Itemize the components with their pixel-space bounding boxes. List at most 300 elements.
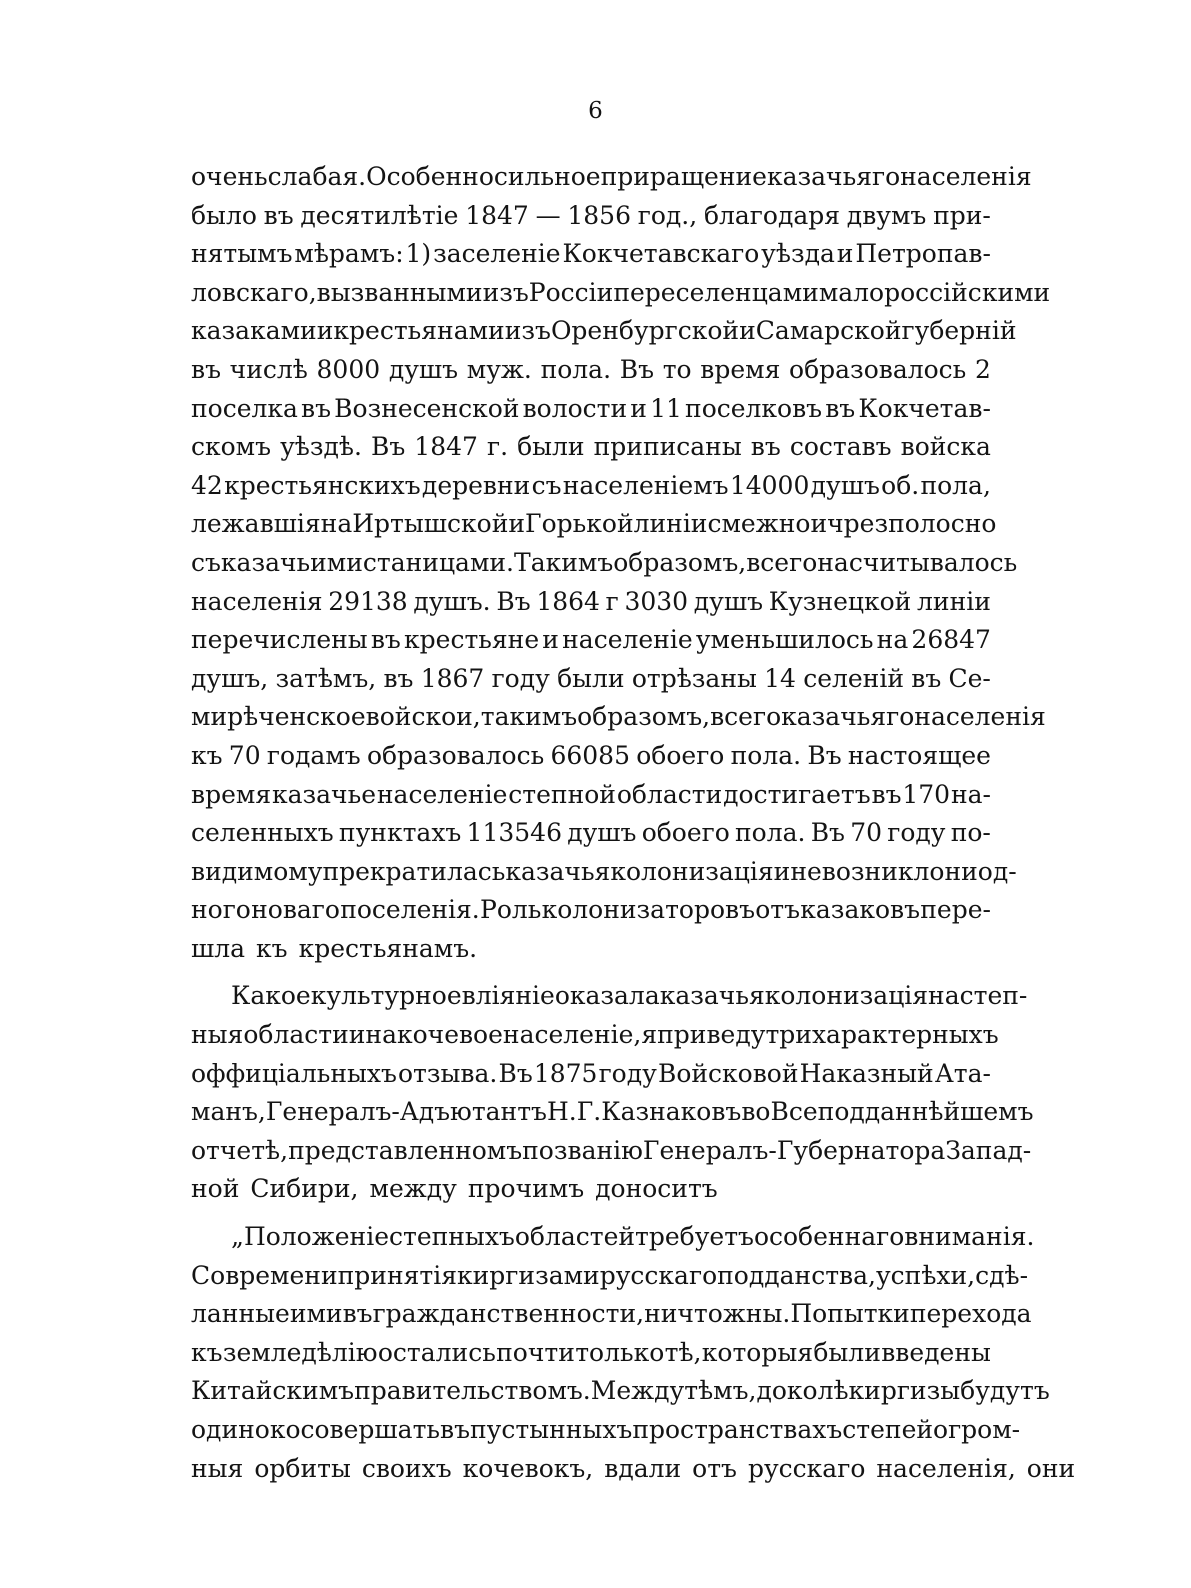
word: насчитывалось [817, 547, 1018, 577]
word: Въ [498, 1058, 533, 1088]
word: смежно [707, 509, 811, 539]
text-line [191, 274, 1051, 313]
word: образовалось [366, 740, 545, 770]
word: степной [508, 779, 616, 809]
word: характерныхъ [811, 1020, 999, 1050]
text-line [191, 660, 991, 699]
word: въ [825, 393, 856, 423]
word: душъ [810, 470, 880, 500]
word: Такимъ [514, 547, 614, 577]
word: представленномъ [288, 1135, 523, 1165]
word: скомъ [191, 432, 272, 462]
word: Ата- [934, 1058, 991, 1088]
word: были [557, 663, 625, 693]
word: Въ [810, 818, 845, 848]
word: Оренбургской [550, 316, 740, 346]
text-line [191, 505, 997, 544]
word: въ [301, 393, 332, 423]
word: Россіи [528, 277, 614, 307]
word: од- [977, 856, 1017, 886]
word: Петропав- [855, 239, 991, 269]
word: населенія [900, 162, 1032, 191]
word: почти [496, 1337, 575, 1367]
word: 29138 [328, 586, 408, 616]
word: волости [522, 393, 628, 423]
word: ланные [191, 1299, 290, 1329]
text-line [191, 1257, 1029, 1296]
word: году [491, 663, 550, 693]
word: населенія [914, 702, 1046, 732]
word: поселка [191, 393, 298, 423]
word: 70 [850, 818, 882, 848]
word: и [739, 316, 756, 346]
text-line [191, 1334, 991, 1373]
word: Со [191, 1260, 226, 1290]
word: обоего [641, 818, 730, 848]
word: областей [514, 1222, 636, 1252]
word: я [641, 1020, 658, 1050]
word: 1847 [465, 200, 529, 230]
word: киргизами [457, 1260, 600, 1290]
word: 1847 [414, 432, 478, 462]
word: ими [289, 1299, 343, 1329]
word: году [598, 1058, 657, 1088]
word: душъ [693, 586, 764, 616]
text-line [191, 977, 1028, 1016]
word: въ [342, 1299, 373, 1329]
word: по- [950, 818, 991, 848]
word: 2 [974, 354, 991, 384]
word: образовалось [789, 354, 967, 384]
text-line [191, 698, 1046, 737]
word: 70 [228, 740, 261, 770]
word: 42 [191, 470, 223, 500]
text-line [191, 1016, 999, 1055]
word: въ [370, 625, 401, 655]
word: пола. [735, 818, 806, 848]
word: год., [637, 200, 698, 230]
word: которыя [701, 1337, 814, 1367]
word: всего [746, 547, 818, 577]
word: составъ [789, 432, 892, 462]
text-line [191, 1218, 1035, 1257]
word: оказала [554, 981, 660, 1011]
word: Самарской [755, 316, 902, 346]
word: приращение [600, 162, 767, 191]
word: видимому [191, 856, 323, 886]
word: на [876, 625, 909, 655]
text-line [191, 544, 1018, 583]
word: были [813, 1337, 881, 1367]
word: крестьянамъ. [298, 933, 478, 963]
word: Се- [948, 663, 991, 693]
word: манъ, [191, 1097, 266, 1127]
text-line [191, 930, 991, 969]
word: степ- [959, 981, 1028, 1011]
word: области [616, 779, 723, 809]
word: русскаго [747, 1453, 866, 1483]
word: 11 [650, 393, 682, 423]
word: время [191, 779, 272, 809]
word: кочевое [396, 1020, 503, 1050]
word: 14000 [729, 470, 810, 500]
word: изъ [482, 277, 529, 307]
word: войско [365, 702, 457, 732]
word: десятилѣтіе [300, 200, 459, 230]
word: правительствомъ. [354, 1376, 591, 1406]
word: приведу [657, 1020, 766, 1050]
text-line [191, 390, 991, 429]
word: 26847 [911, 625, 991, 655]
word: званію [553, 1135, 643, 1165]
word: казачье [271, 779, 376, 809]
word: населеніе, [502, 1020, 642, 1050]
word: прочимъ [467, 1174, 585, 1204]
word: орбиты [254, 1453, 351, 1483]
text-line [191, 1093, 1034, 1132]
word: Кокчетав- [858, 393, 991, 423]
word: и [508, 509, 526, 539]
word: населеніе [562, 625, 693, 655]
word: селенныхъ [191, 818, 334, 848]
word: уѣздѣ. [280, 432, 362, 462]
word: съ [531, 470, 562, 500]
word: пола. [540, 354, 612, 384]
word: двумъ [846, 200, 927, 230]
word: вліяніе [461, 981, 555, 1011]
word: казачьяго [766, 162, 901, 191]
word: только [575, 1337, 665, 1367]
word: Иртышской [352, 509, 509, 539]
body-text [191, 158, 1076, 1488]
word: сдѣ- [975, 1260, 1029, 1290]
word: Между [590, 1376, 685, 1406]
word: подданства, [717, 1260, 876, 1290]
word: то [662, 354, 692, 384]
word: къ [191, 740, 223, 770]
word: вызванными [316, 277, 483, 307]
text-line [191, 467, 991, 506]
word: по [522, 1135, 554, 1165]
word: годамъ [266, 740, 361, 770]
word: русскаго [599, 1260, 718, 1290]
word: Запад- [945, 1135, 1032, 1165]
word: одиноко [191, 1415, 301, 1444]
word: ного [191, 895, 251, 925]
word: 3030 [624, 586, 689, 616]
word: мирѣченское [191, 702, 366, 732]
word: образомъ, [577, 702, 711, 732]
word: 14 [764, 663, 796, 693]
text-line [191, 197, 991, 236]
word: казачья [659, 981, 765, 1011]
word: 1856 [567, 200, 631, 230]
word: времени [225, 1260, 338, 1290]
text-line [191, 351, 991, 390]
text-line [191, 776, 991, 815]
word: населеніемъ [562, 470, 729, 500]
word: особеннаго [753, 1222, 905, 1252]
word: и, [456, 702, 481, 732]
word: Кузнецкой [768, 586, 912, 616]
word: заселеніе [433, 239, 561, 269]
word: своихъ [361, 1453, 452, 1483]
word: губерній [901, 316, 1017, 346]
word: казачья [505, 856, 611, 886]
word: 113546 [466, 818, 562, 848]
word: въ [871, 779, 902, 809]
text-line [191, 853, 1017, 892]
word: 1864 [536, 586, 600, 616]
word: крестьянскихъ [224, 470, 421, 500]
word: Генералъ-Губернатора [642, 1135, 946, 1165]
word: приписаны [593, 432, 742, 462]
word: муж. [466, 354, 532, 384]
word: колонизація [610, 856, 774, 886]
word: душъ. [413, 586, 491, 616]
word: пустынныхъ [470, 1415, 633, 1444]
word: и [810, 509, 828, 539]
word: образомъ, [613, 547, 747, 577]
word: въ [191, 354, 221, 384]
word: пола, [920, 470, 991, 500]
word: 1) [405, 239, 432, 269]
word: ничтожны. [644, 1299, 791, 1329]
word: населенія, [876, 1453, 1016, 1483]
word: обоего [636, 740, 725, 770]
word: душъ, [191, 663, 269, 693]
word: Въ [370, 432, 406, 462]
word: Особенно [366, 162, 494, 191]
word: тѣмъ, [684, 1376, 757, 1406]
word: и [542, 625, 559, 655]
word: земледѣлію [222, 1337, 378, 1367]
word: станицами. [362, 547, 515, 577]
word: деревни [421, 470, 531, 500]
text-line [191, 891, 991, 930]
word: на- [950, 779, 991, 809]
word: на [320, 509, 353, 539]
word: огром- [933, 1415, 1021, 1444]
word: остались [377, 1337, 496, 1367]
text-line [191, 1372, 1050, 1411]
word: пола. [730, 740, 802, 770]
word: Всеподданнѣйшемъ [770, 1097, 1034, 1127]
text-line [191, 312, 1017, 351]
text-line [191, 737, 991, 776]
word: на [928, 981, 960, 1011]
word: они [1026, 1453, 1076, 1483]
word: Наказный [799, 1058, 934, 1088]
word: успѣхи, [875, 1260, 976, 1290]
word: отрѣзаны [631, 663, 757, 693]
word: культурное [310, 981, 462, 1011]
word: ной [191, 1174, 240, 1204]
word: прекратилась [322, 856, 506, 886]
word: совершать [300, 1415, 441, 1444]
word: ловскаго, [191, 277, 317, 307]
word: кочевокъ, [462, 1453, 594, 1483]
word: малороссійскими [818, 277, 1051, 307]
word: не [790, 856, 822, 886]
word: въ [911, 663, 942, 693]
word: достигаетъ [723, 779, 871, 809]
word: были [517, 432, 585, 462]
word: ныя [191, 1453, 244, 1483]
word: колонизаторовъ [541, 895, 756, 925]
word: три [765, 1020, 812, 1050]
word: поселковъ [685, 393, 823, 423]
word: вниманія. [904, 1222, 1035, 1252]
word: вдали [604, 1453, 682, 1483]
word: очень [191, 162, 268, 191]
word: казаками [191, 316, 317, 346]
word: отъ [755, 895, 801, 925]
word: при- [933, 200, 991, 230]
paragraph-3 [191, 1218, 1076, 1488]
word: такимъ [480, 702, 578, 732]
text-line [191, 1411, 1021, 1450]
word: и [348, 1020, 366, 1050]
word: принятія [337, 1260, 458, 1290]
text-line [191, 583, 991, 622]
word: Роль [480, 895, 542, 925]
text-line [191, 621, 991, 660]
word: крестьяне [404, 625, 540, 655]
word: казаковъ [800, 895, 921, 925]
word: ныя [191, 1020, 244, 1050]
word: между [369, 1174, 457, 1204]
word: благодаря [703, 200, 841, 230]
word: казачьими [220, 547, 363, 577]
word: слабая. [267, 162, 367, 191]
word: отъ [692, 1453, 737, 1483]
word: Вознесенской [334, 393, 520, 423]
word: настоящее [847, 740, 991, 770]
word: об. [881, 470, 920, 500]
word: Казнаковъ [601, 1097, 742, 1127]
word: чрезполосно [827, 509, 997, 539]
word: гражданственности, [372, 1299, 645, 1329]
word: 1875 [533, 1058, 598, 1088]
word: „Положеніе [231, 1222, 389, 1252]
word: оффиціальныхъ [191, 1058, 397, 1088]
word: Китайскимъ [191, 1376, 355, 1406]
page-number: 6 [588, 98, 603, 124]
word: — [535, 200, 561, 230]
word: время [700, 354, 781, 384]
word: Г. [576, 1097, 602, 1127]
word: Сибири, [250, 1174, 359, 1204]
word: возникло [821, 856, 945, 886]
word: населеніе [376, 779, 508, 809]
word: пространствахъ [632, 1415, 843, 1444]
word: было [191, 200, 257, 230]
word: лежавшія [191, 509, 321, 539]
word: изъ [504, 316, 551, 346]
word: Какое [231, 981, 311, 1011]
word: уѣзда [761, 239, 835, 269]
word: степныхъ [388, 1222, 515, 1252]
word: тѣ, [664, 1337, 702, 1367]
word: душъ [567, 818, 637, 848]
word: съ [191, 547, 221, 577]
paragraph-2 [191, 977, 1034, 1209]
word: шла [191, 933, 246, 963]
word: 8000 [316, 354, 381, 384]
word: и [316, 316, 334, 346]
word: въ [750, 432, 781, 462]
word: сильное [493, 162, 601, 191]
word: Въ [496, 586, 531, 616]
word: требуетъ [635, 1222, 754, 1252]
word: мѣрамъ: [294, 239, 404, 269]
word: Кокчетавскаго [562, 239, 760, 269]
word: числѣ [229, 354, 308, 384]
word: году [887, 818, 946, 848]
word: отзыва. [398, 1058, 498, 1088]
word: и [773, 856, 791, 886]
word: перечислены [191, 625, 368, 655]
word: душъ [388, 354, 459, 384]
word: въ [263, 200, 294, 230]
word: введены [881, 1337, 991, 1367]
text-line [191, 1055, 991, 1094]
word: 66085 [550, 740, 630, 770]
word: поселенія. [340, 895, 480, 925]
word: и [836, 239, 854, 269]
word: пунктахъ [338, 818, 462, 848]
word: населенія [191, 586, 323, 616]
text-line [191, 158, 1032, 197]
word: Въ [807, 740, 842, 770]
text-line [191, 1295, 1032, 1334]
word: къ [191, 1337, 223, 1367]
word: казачьяго [781, 702, 915, 732]
text-line [191, 235, 991, 274]
word: будутъ [960, 1376, 1050, 1406]
word: ни [944, 856, 978, 886]
word: войска [900, 432, 991, 462]
word: доноситъ [595, 1174, 718, 1204]
word: Генералъ-Адъютантъ [265, 1097, 547, 1127]
word: линіи [633, 509, 708, 539]
word: 170 [902, 779, 951, 809]
word: къ [256, 933, 288, 963]
word: селеній [803, 663, 904, 693]
text-line [191, 1170, 991, 1209]
word: области [243, 1020, 349, 1050]
text-line [191, 814, 991, 853]
word: линіи [917, 586, 991, 616]
word: на [365, 1020, 397, 1050]
word: Н. [546, 1097, 577, 1127]
word: г. [486, 432, 509, 462]
word: въ [440, 1415, 470, 1444]
word: въ [383, 663, 414, 693]
word: киргизы [848, 1376, 961, 1406]
paragraph-1 [191, 158, 1051, 968]
word: Горькой [525, 509, 634, 539]
word: переселенцами [613, 277, 819, 307]
word: отчетѣ, [191, 1135, 289, 1165]
word: колонизація [764, 981, 929, 1011]
word: крестьянами [333, 316, 505, 346]
text-line [191, 428, 991, 467]
word: всего [710, 702, 782, 732]
word: во [741, 1097, 771, 1127]
word: Войсковой [657, 1058, 799, 1088]
